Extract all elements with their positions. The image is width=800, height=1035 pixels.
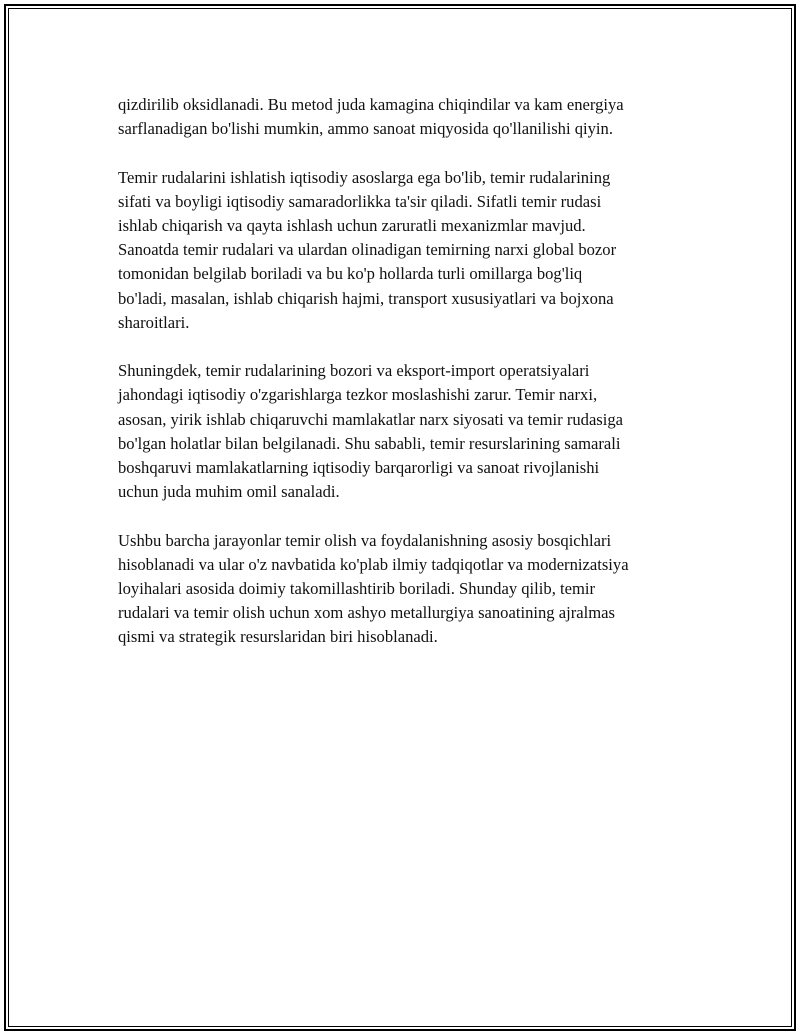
document-body [118,93,698,674]
paragraph-4: Ushbu barcha jarayonlar temir olish va foydalanishning asosiy bosqichlari hisoblanadi va ular o'z navbatida ko'plab ilmiy tadqiqotlar va modernizatsiya loyihalari asosida doimiy takomillashtirib boriladi. Shunday qilib, temir rudalari va temir olish uchun xom ashyo metallurgiya sanoatining ajralmas qismi va strategik resurslaridan biri hisoblanadi. [118,530,629,647]
paragraph-2: Temir rudalarini ishlatish iqtisodiy asoslarga ega bo'lib, temir rudalarining sifati va boyligi iqtisodiy samaradorlikka ta'sir qiladi. Sifatli temir rudasi ishlab chiqarish va qayta ishlash uchun zaruratli mexanizmlar mavjud. Sanoatda temir rudalari va ulardan olinadigan temirning narxi global bozor tomonidan belgilab boriladi va bu ko'p hollarda turli omillarga bog'liq bo'ladi, masalan, ishlab chiqarish hajmi, transport xususiyatlari va bojxona sharoitlari. [118,167,617,332]
paragraph-1: qizdirilib oksidlanadi. Bu metod juda kamagina chiqindilar va kam energiya sarflanadigan bo'lishi mumkin, ammo sanoat miqyosida qo'llanilishi qiyin. [118,95,624,139]
paragraph-3: Shuningdek, temir rudalarining bozori va eksport-import operatsiyalari jahondagi iqtisodiy o'zgarishlarga tezkor moslashishi zarur. Temir narxi, asosan, yirik ishlab chiqaruvchi mamlakatlar narx siyosati va temir rudasiga bo'lgan holatlar bilan belgilanadi. Shu sababli, temir resurslarining samarali boshqaruvi mamlakatlarning iqtisodiy barqarorligi va sanoat rivojlanishi uchun juda muhim omil sanaladi. [118,361,624,502]
